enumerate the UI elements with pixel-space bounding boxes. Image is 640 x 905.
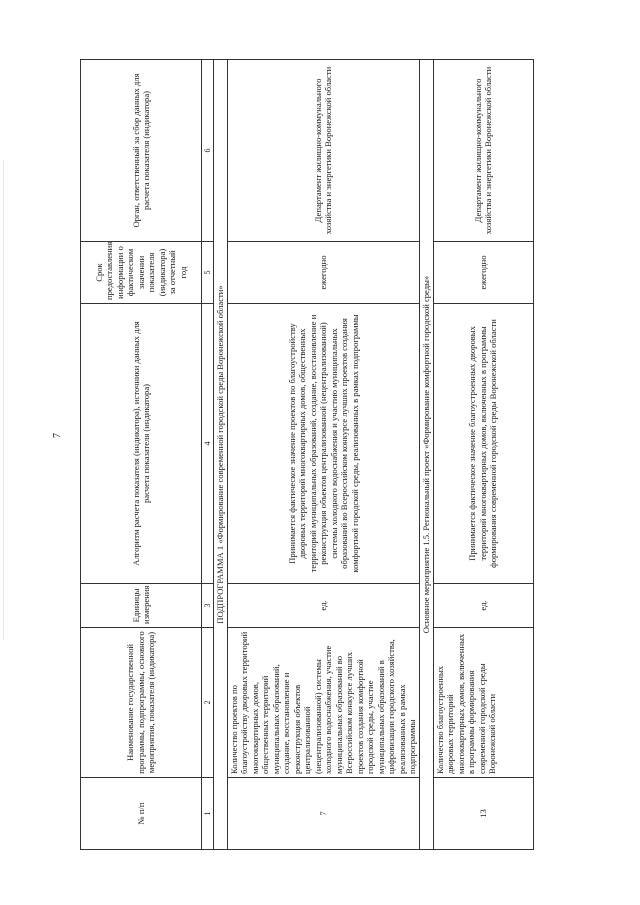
header-cell-unit: Единицы измерения xyxy=(81,584,202,628)
column-number: 6 xyxy=(202,60,214,242)
event-title: Основное мероприятие 1.5. Региональный проект «Формирование комфортной городской среды» xyxy=(419,60,433,850)
row-organ: Департамент жилищно-коммунального хозяйства и энергетики Воронежской области xyxy=(228,60,420,242)
row-name: Количество проектов по благоустройству дворовых территорий многоквартирных домов, общественных территорий муниципальных образований, создание, восстановление и реконструкция объектов централизованной (нецентрализованной) системы холодного водоснабжения, участие муниципальных образований во Всероссийском конкурсе лучших проектов создания комфортной городской среды, участие муниципальных образований в цифровизации городского хозяйства, реализованных в рамках подпрограммы xyxy=(228,628,420,778)
header-cell-organ: Орган, ответственный за сбор данных для расчета показателя (индикатора) xyxy=(81,60,202,242)
event-row xyxy=(419,60,433,850)
subprogram-title: ПОДПРОГРАММА 1 «Формирование современной городской среды Воронежской области» xyxy=(214,60,228,850)
scan-edge-line xyxy=(3,160,4,640)
row-algorithm: Принимается фактическое значение проектов по благоустройству дворовых территорий многоквартирных домов, общественных территорий муниципальных образований, создание, восстановление и реконструкция объектов централизованной (нецентрализованной) системы холодного водоснабжения и участию муниципальных образований во Всероссийском конкурсе лучших проектов создания комфортной городской среды, реализованных в рамках подпрограммы xyxy=(228,304,420,584)
column-number-row xyxy=(202,60,214,850)
row-organ: Департамент жилищно-коммунального хозяйства и энергетики Воронежской области xyxy=(433,60,533,242)
column-number: 5 xyxy=(202,242,214,304)
row-unit: ед. xyxy=(433,584,533,628)
column-number: 4 xyxy=(202,304,214,584)
row-num: 13 xyxy=(433,778,533,850)
row-term: ежегодно xyxy=(433,242,533,304)
header-cell-algorithm: Алгоритм расчета показателя (индикатора), источники данных для расчета показателя (индикатора) xyxy=(81,304,202,584)
header-cell-name: Наименование государственной программы, подпрограммы, основного мероприятия, показателя (индикатора) xyxy=(81,628,202,778)
subprogram-row xyxy=(214,60,228,850)
table-row xyxy=(228,60,420,850)
column-number: 3 xyxy=(202,584,214,628)
rotated-table-wrapper xyxy=(80,60,580,850)
header-cell-num: № п/п xyxy=(81,778,202,850)
row-unit: ед. xyxy=(228,584,420,628)
indicators-table xyxy=(80,59,534,850)
row-algorithm: Принимается фактическое значение благоустроенных дворовых территорий многоквартирных домов, включенных в программы формирования современной городской среды Воронежской области xyxy=(433,304,533,584)
row-name: Количество благоустроенных дворовых территорий многоквартирных домов, включенных в программы формирования современной городской среды Воронежской области xyxy=(433,628,533,778)
header-cell-term: Срок предоставления информации о фактическом значении показателя (индикатора) за отчетный год xyxy=(81,242,202,304)
row-num: 7 xyxy=(228,778,420,850)
page-number: 7 xyxy=(52,433,63,438)
column-number: 2 xyxy=(202,628,214,778)
column-number: 1 xyxy=(202,778,214,850)
row-term: ежегодно xyxy=(228,242,420,304)
header-row xyxy=(81,60,202,850)
table-row xyxy=(433,60,533,850)
